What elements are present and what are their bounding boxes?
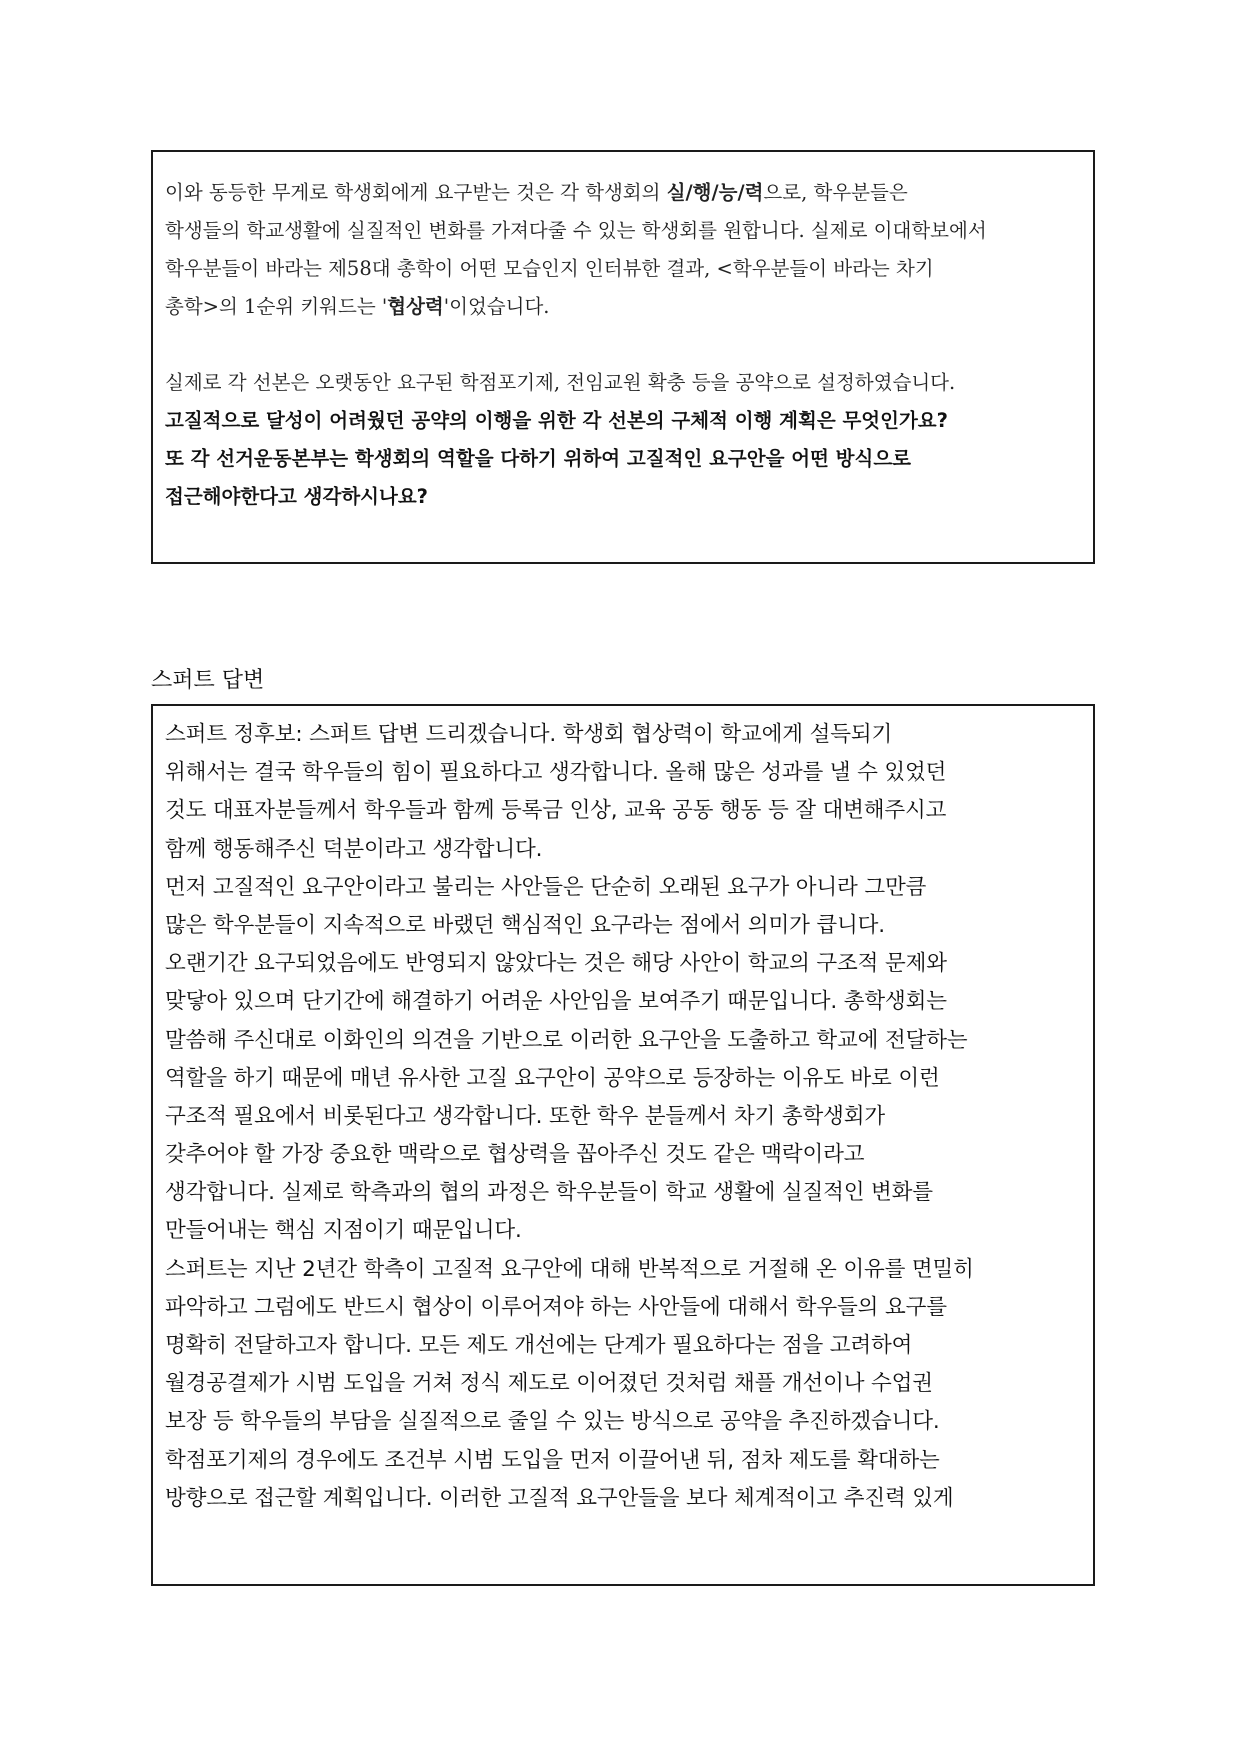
answer-line: 먼저 고질적인 요구안이라고 불리는 사안들은 단순히 오래된 요구가 아니라 그만큼 bbox=[165, 874, 927, 900]
question-line-5: 실제로 각 선본은 오랫동안 요구된 학점포기제, 전임교원 확충 등을 공약으로 설정하였습니다. bbox=[165, 371, 956, 394]
answer-line: 생각합니다. 실제로 학측과의 협의 과정은 학우분들이 학교 생활에 실질적인 변화를 bbox=[165, 1180, 933, 1206]
answer-line: 위해서는 결국 학우들의 힘이 필요하다고 생각합니다. 올해 많은 성과를 낼 수 있었던 bbox=[165, 760, 947, 786]
answer-line: 만들어내는 핵심 지점이기 때문입니다. bbox=[165, 1218, 522, 1244]
answer-line: 맞닿아 있으며 단기간에 해결하기 어려운 사안임을 보여주기 때문입니다. 총학생회는 bbox=[165, 989, 947, 1015]
question-line-3: 학우분들이 바라는 제58대 총학이 어떤 모습인지 인터뷰한 결과, <학우분들이 바라는 차기 bbox=[165, 257, 934, 280]
answer-line: 보장 등 학우들의 부담을 실질적으로 줄일 수 있는 방식으로 공약을 추진하겠습니다. bbox=[165, 1409, 940, 1435]
answer-line: 함께 행동해주신 덕분이라고 생각합니다. bbox=[165, 836, 543, 862]
answer-line: 파악하고 그럼에도 반드시 협상이 이루어져야 하는 사안들에 대해서 학우들의 요구를 bbox=[165, 1294, 947, 1320]
question-line-2: 학생들의 학교생활에 실질적인 변화를 가져다줄 수 있는 학생회를 원합니다. 실제로 이대학보에서 bbox=[165, 219, 987, 242]
paragraph-spacer bbox=[165, 326, 1083, 364]
answer-line: 명확히 전달하고자 합니다. 모든 제도 개선에는 단계가 필요하다는 점을 고려하여 bbox=[165, 1333, 913, 1358]
section-heading: 스퍼트 답변 bbox=[151, 668, 265, 693]
answer-line: 스퍼트 정후보: 스퍼트 답변 드리겠습니다. 학생회 협상력이 학교에게 설득되기 bbox=[165, 722, 893, 747]
question-line-4: 총학>의 1순위 키워드는 '협상력'이었습니다. bbox=[165, 295, 550, 318]
answer-box bbox=[151, 704, 1095, 1586]
question-line-7: 또 각 선거운동본부는 학생회의 역할을 다하기 위하여 고질적인 요구안을 어떤 방식으로 bbox=[165, 447, 912, 470]
answer-line: 구조적 필요에서 비롯된다고 생각합니다. 또한 학우 분들께서 차기 총학생회가 bbox=[165, 1103, 885, 1129]
answer-line: 많은 학우분들이 지속적으로 바랬던 핵심적인 요구라는 점에서 의미가 큽니다. bbox=[165, 912, 885, 938]
answer-line: 방향으로 접근할 계획입니다. 이러한 고질적 요구안들을 보다 체계적이고 추진력 있게 bbox=[165, 1485, 954, 1511]
emphasis-negotiation: 협상력 bbox=[387, 295, 444, 318]
emphasis-execution-ability: 실/행/능/력 bbox=[666, 181, 764, 204]
answer-line: 오랜기간 요구되었음에도 반영되지 않았다는 것은 해당 사안이 학교의 구조적 문제와 bbox=[165, 951, 947, 977]
answer-line: 갖추어야 할 가장 중요한 맥락으로 협상력을 꼽아주신 것도 같은 맥락이라고 bbox=[165, 1142, 865, 1168]
question-line-6: 고질적으로 달성이 어려웠던 공약의 이행을 위한 각 선본의 구체적 이행 계획은 무엇인가요? bbox=[165, 409, 948, 432]
answer-line: 것도 대표자분들께서 학우들과 함께 등록금 인상, 교육 공동 행동 등 잘 대변해주시고 bbox=[165, 798, 947, 824]
answer-line: 학점포기제의 경우에도 조건부 시범 도입을 먼저 이끌어낸 뒤, 점차 제도를 확대하는 bbox=[165, 1447, 940, 1473]
answer-line: 말씀해 주신대로 이화인의 의견을 기반으로 이러한 요구안을 도출하고 학교에 전달하는 bbox=[165, 1027, 968, 1053]
question-line-1: 이와 동등한 무게로 학생회에게 요구받는 것은 각 학생회의 실/행/능/력으로, 학우분들은 bbox=[165, 181, 908, 204]
question-box bbox=[151, 150, 1095, 564]
answer-line: 월경공결제가 시범 도입을 거쳐 정식 제도로 이어졌던 것처럼 채플 개선이나 수업권 bbox=[165, 1371, 933, 1397]
answer-line: 역할을 하기 때문에 매년 유사한 고질 요구안이 공약으로 등장하는 이유도 바로 이런 bbox=[165, 1065, 940, 1091]
answer-line: 스퍼트는 지난 2년간 학측이 고질적 요구안에 대해 반복적으로 거절해 온 이유를 면밀히 bbox=[165, 1256, 974, 1282]
question-line-8: 접근해야한다고 생각하시나요? bbox=[165, 485, 428, 508]
